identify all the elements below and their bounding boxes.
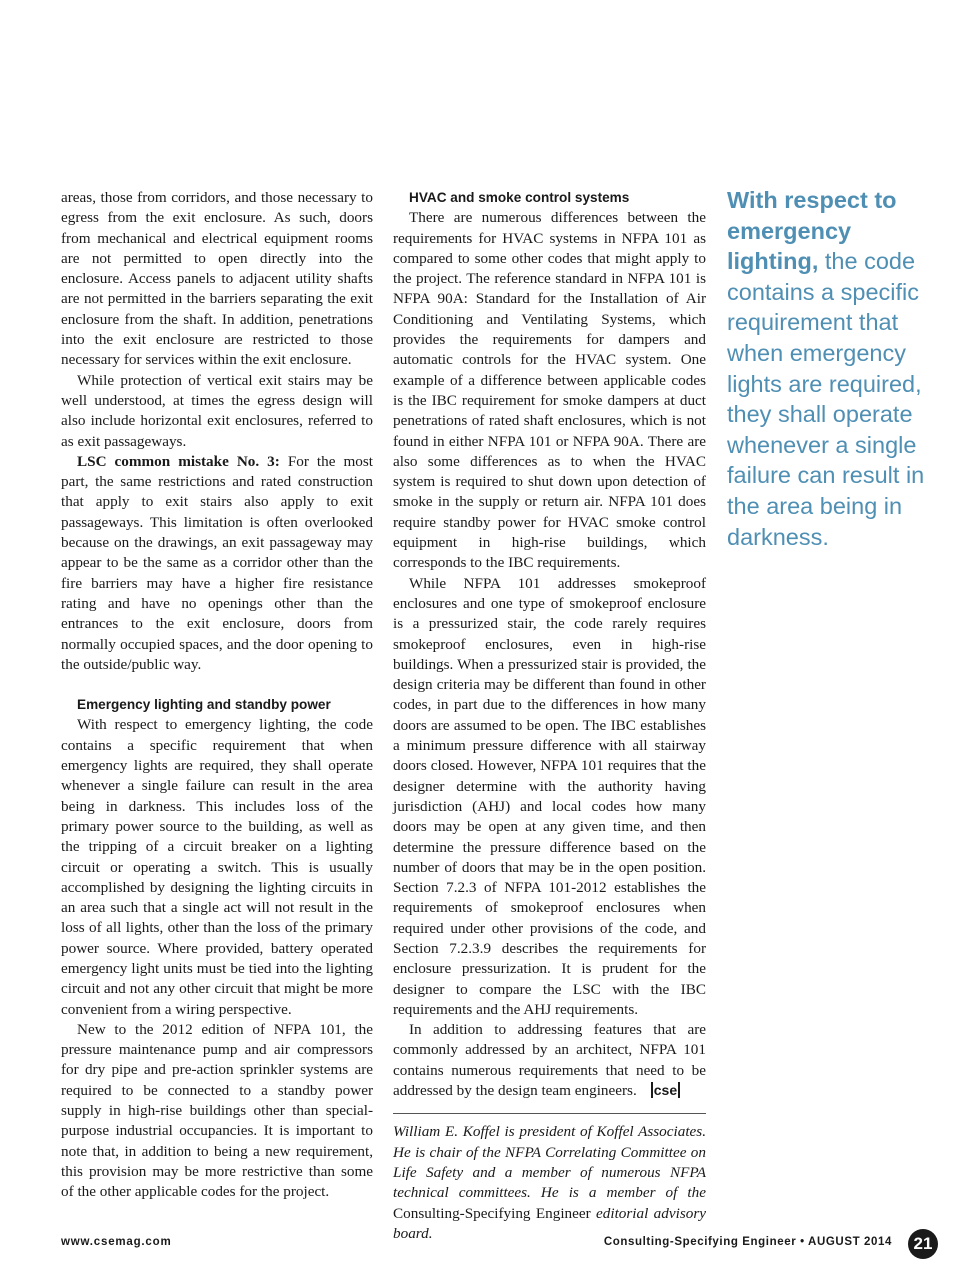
divider — [393, 1113, 706, 1114]
pull-quote — [727, 185, 942, 552]
publication-name: Consulting-Specifying Engineer — [393, 1204, 591, 1222]
end-mark: cse — [651, 1082, 680, 1098]
pull-quote-text: the code contains a specific requirement that when emergency lights are required, they shall operate whenever a single failure can result in the area being in darkness. — [727, 248, 925, 550]
footer-magazine-date: Consulting-Specifying Engineer • AUGUST 2014 — [603, 1236, 892, 1248]
paragraph-text: For the most part, the same restrictions and rated construction that apply to exit stairs also apply to exit passageways. This limitation is often overlooked because on the drawings, an exit passageway may appear to be the same as a corridor other than the fire barriers may have a higher fire resistance rating and have no openings other than the entrances to the exit enclosure, doors from normally occupied spaces, and the door opening to the outside/public way. — [61, 452, 373, 673]
paragraph — [393, 1020, 706, 1101]
run-in-heading: LSC common mistake No. 3: — [77, 452, 280, 470]
author-bio — [393, 1122, 706, 1244]
article-column-middle — [393, 188, 706, 1244]
bio-text: William E. Koffel is president of Koffel Associates. He is chair of the NFPA Correlating Committee on Life Safety and a member of numerous NFPA technical committees. He is a member of the — [393, 1123, 706, 1202]
section-heading: HVAC and smoke control systems — [409, 190, 630, 205]
paragraph: There are numerous differences between the requirements for HVAC systems in NFPA 101 as compared to some other codes that might apply to the project. The reference standard in NFPA 101 is NFPA 90A: Standard for the Installation of Air Conditioning and Ventilating Systems, which provides the requirements for dampers and automatic controls for the HVAC system. One example of a difference between applicable codes is the IBC requirement for smoke dampers at duct penetrations of rated shaft enclosures, which is not found in either NFPA 101 or NFPA 90A. There are also some differences as to when the HVAC system is required to shut down upon detection of smoke in the supply or return air. NFPA 101 does require standby power for HVAC smoke control equipment in high-rise buildings, which corresponds to the IBC requirements. — [393, 209, 706, 572]
paragraph: New to the 2012 edition of NFPA 101, the pressure maintenance pump and air compressors for dry pipe and pre-action sprinkler systems are required to be connected to a standby power supply in high-rise buildings other than special-purpose industrial occupancies. It is important to note that, in addition to being a new requirement, this provision may be more restrictive than some of the other applicable codes for the project. — [61, 1020, 373, 1201]
paragraph: While NFPA 101 addresses smokeproof enclosures and one type of smokeproof enclosure is a pressurized stair, the code rarely requires smokeproof enclosures, even in high-rise buildings. When a pressurized stair is provided, the design criteria may be different than found in other codes, in part due to the differences in how many doors are assumed to be open. The IBC establishes a minimum pressure difference with all stairway doors closed. However, NFPA 101 requires that the designer determine with the authority having jurisdiction (AHJ) and local codes how many doors may be open at any given time, and then determine the pressure difference based on the number of doors that may be in the open position. Section 7.2.3 of NFPA 101-2012 establishes the requirements of smokeproof enclosures when required under other provisions of the code, and Section 7.2.3.9 describes the requirements for enclosure pressurization. It is prudent for the designer to compare the LSC with the IBC requirements and the AHJ requirements. — [393, 574, 706, 1018]
section-heading: Emergency lighting and standby power — [77, 697, 331, 713]
paragraph: While protection of vertical exit stairs may be well understood, at times the egress design will also include horizontal exit enclosures, referred to as exit passageways. — [61, 371, 373, 450]
paragraph-text: In addition to addressing features that are commonly addressed by an architect, NFPA 101 contains numerous requirements that need to be addressed by the design team engineers. — [393, 1021, 706, 1100]
pull-quote-lead: With respect to emergency lighting, — [727, 187, 897, 275]
bio-text: editorial advisory board. — [393, 1204, 706, 1242]
footer-website: www.csemag.com — [61, 1236, 172, 1248]
article-column-left — [61, 188, 373, 1203]
paragraph: areas, those from corridors, and those necessary to egress from the exit enclosure. As such, doors from mechanical and electrical equipment rooms are not permitted to open directly into the enclosure. Access panels to adjacent utility shafts are not permitted in the barriers separating the exit enclosure from the shaft. In addition, penetrations into the exit enclosure are restricted to those necessary for services within the exit enclosure. — [61, 189, 373, 369]
paragraph: With respect to emergency lighting, the code contains a specific requirement that when emergency lights are required, they shall operate whenever a single failure can result in the area being in darkness. This includes loss of the primary power source to the building, as well as the tripping of a circuit breaker on a lighting circuit or operating a switch. This is usually accomplished by designing the lighting circuits in an area such that a single act will not result in the loss of all lights, other than the loss of the primary power source. Where provided, battery operated emergency light units must be tied into the lighting circuit and not any other circuit that might be more convenient from a wiring perspective. — [61, 716, 373, 1018]
page-number-badge: 21 — [908, 1229, 938, 1259]
paragraph — [61, 452, 373, 675]
